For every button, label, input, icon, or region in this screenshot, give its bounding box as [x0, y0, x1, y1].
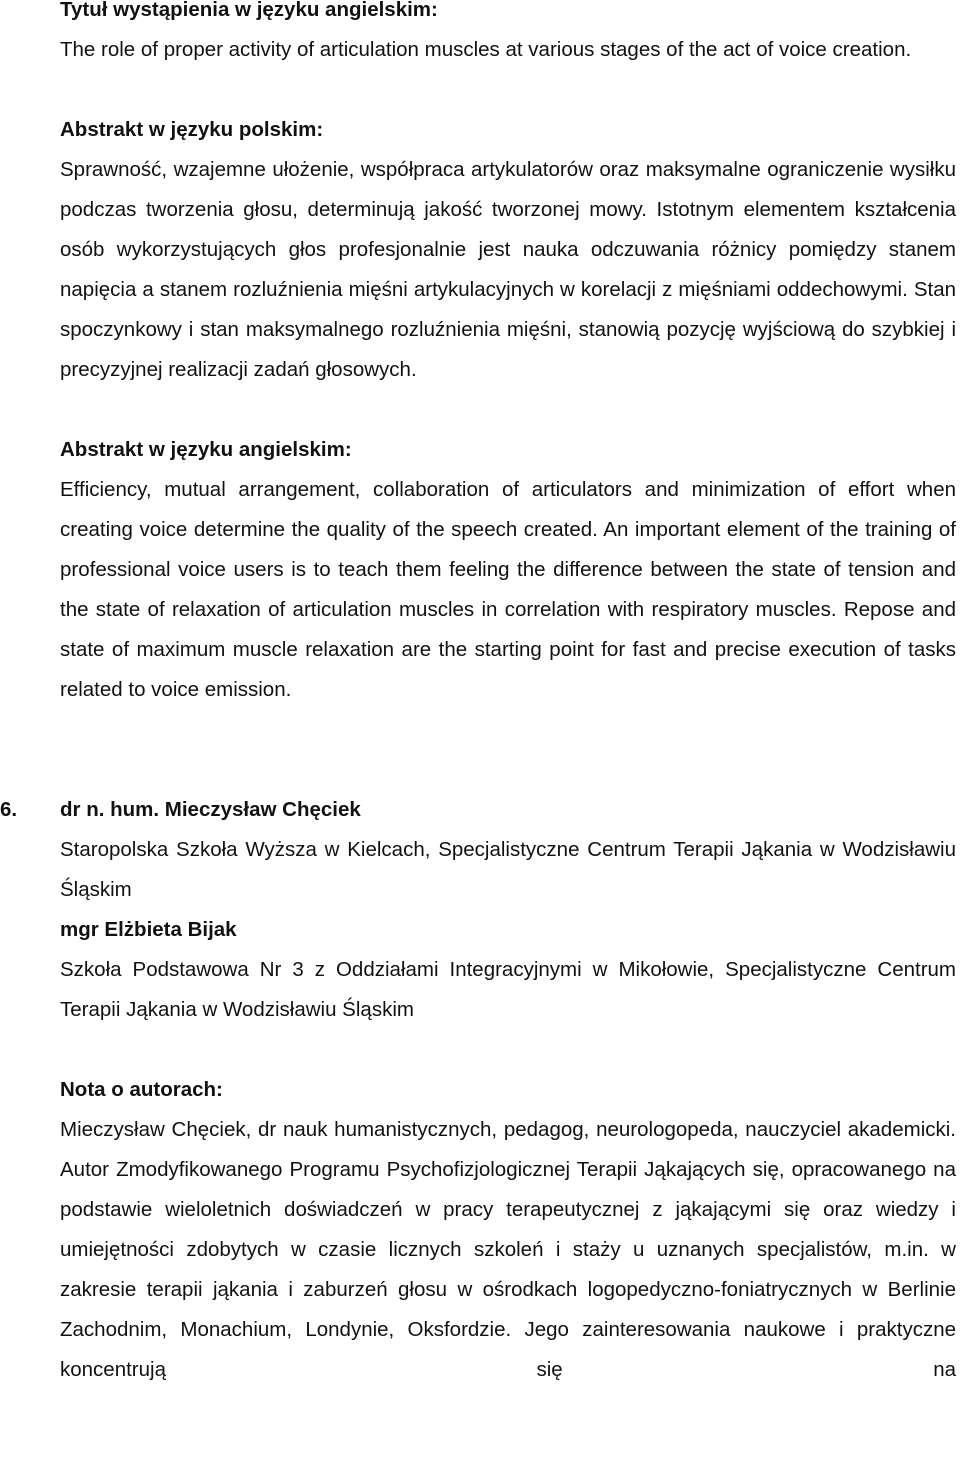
abstract-pl-heading: Abstrakt w języku polskim: — [60, 118, 324, 141]
abstract-en-text: Efficiency, mutual arrangement, collaboration of articulators and minimization of effort when creating voice determine the quality of the speech created. An important element of the training of professional voice users is to teach them feeling the difference between the state of tension and the state of relaxation of articulation muscles in correlation with respiratory muscles. Repose and state of maximum muscle relaxation are the starting point for fast and precise execution of tasks related to voice emission. — [60, 478, 956, 701]
author-1-name: dr n. hum. Mieczysław Chęciek — [60, 798, 361, 821]
title-en-heading: Tytuł wystąpienia w języku angielskim: — [60, 0, 438, 21]
author-1-affiliation: Staropolska Szkoła Wyższa w Kielcach, Specjalistyczne Centrum Terapii Jąkania w Wodzisławiu Śląskim — [60, 838, 956, 901]
abstract-pl-text: Sprawność, wzajemne ułożenie, współpraca artykulatorów oraz maksymalne ograniczenie wysiłku podczas tworzenia głosu, determinują jakość tworzonej mowy. Istotnym elementem kształcenia osób wykorzystujących głos profesjonalnie jest nauka odczuwania różnicy pomiędzy stanem napięcia a stanem rozluźnienia mięśni artykulacyjnych w korelacji z mięśniami oddechowymi. Stan spoczynkowy i stan maksymalnego rozluźnienia mięśni, stanowią pozycję wyjściową do szybkiej i precyzyjnej realizacji zadań głosowych. — [60, 158, 956, 381]
note-text: Mieczysław Chęciek, dr nauk humanistycznych, pedagog, neurologopeda, nauczyciel akademicki. Autor Zmodyfikowanego Programu Psychofizjologicznej Terapii Jąkających się, opracowanego na podstawie wieloletnich doświadczeń w pracy terapeutycznej z jąkającymi się oraz wiedzy i umiejętności zdobytych w czasie licznych szkoleń i staży u uznanych specjalistów, m.in. w zakresie terapii jąkania i zaburzeń głosu w ośrodkach logopedyczno-foniatrycznych w Berlinie Zachodnim, Monachium, Londynie, Oksfordzie. Jego zainteresowania naukowe i praktyczne koncentrują się na — [60, 1118, 956, 1381]
author-1-row — [0, 790, 956, 830]
title-en-text: The role of proper activity of articulation muscles at various stages of the act of voice creation. — [60, 38, 912, 61]
author-2-affiliation: Szkoła Podstawowa Nr 3 z Oddziałami Integracyjnymi w Mikołowie, Specjalistyczne Centrum Terapii Jąkania w Wodzisławiu Śląskim — [60, 958, 956, 1021]
section-number: 6. — [0, 798, 18, 821]
author-2-name: mgr Elżbieta Bijak — [60, 918, 237, 941]
note-heading: Nota o autorach: — [60, 1078, 223, 1101]
abstract-en-heading: Abstrakt w języku angielskim: — [60, 438, 352, 461]
